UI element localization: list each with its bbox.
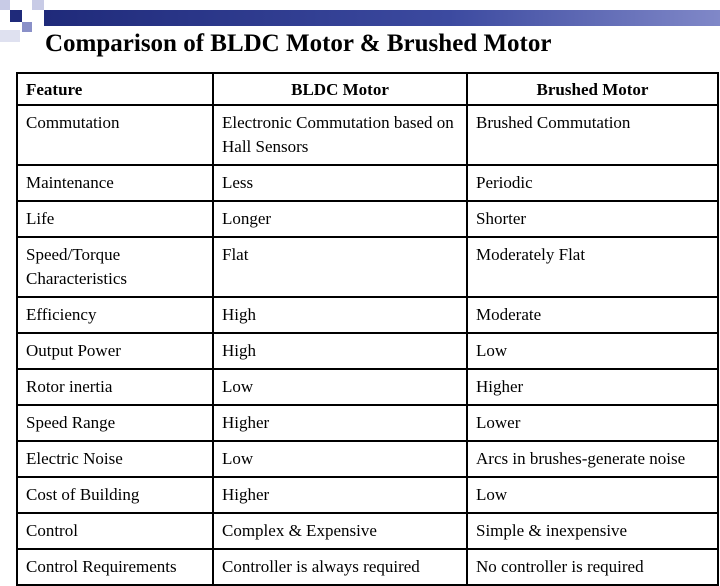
cell-brushed: Lower [467, 405, 718, 441]
decor-square [22, 22, 32, 32]
cell-bldc: Low [213, 441, 467, 477]
cell-brushed: Simple & inexpensive [467, 513, 718, 549]
cell-feature: Speed Range [17, 405, 213, 441]
cell-brushed: No controller is required [467, 549, 718, 585]
cell-feature: Speed/Torque Characteristics [17, 237, 213, 297]
table-row [17, 105, 718, 165]
cell-feature: Electric Noise [17, 441, 213, 477]
cell-bldc: Complex & Expensive [213, 513, 467, 549]
cell-brushed: Low [467, 333, 718, 369]
cell-feature: Cost of Building [17, 477, 213, 513]
table-row [17, 369, 718, 405]
header-bldc: BLDC Motor [213, 73, 467, 105]
comparison-table [16, 72, 719, 586]
header-feature: Feature [17, 73, 213, 105]
cell-bldc: Longer [213, 201, 467, 237]
table-row [17, 297, 718, 333]
table-row [17, 477, 718, 513]
cell-bldc: Less [213, 165, 467, 201]
cell-bldc: High [213, 333, 467, 369]
decor-square [0, 0, 10, 10]
page-title: Comparison of BLDC Motor & Brushed Motor [45, 30, 552, 57]
cell-brushed: Brushed Commutation [467, 105, 718, 165]
header-brushed: Brushed Motor [467, 73, 718, 105]
cell-brushed: Higher [467, 369, 718, 405]
cell-brushed: Moderately Flat [467, 237, 718, 297]
cell-brushed: Shorter [467, 201, 718, 237]
decor-square [32, 0, 44, 10]
table-row [17, 549, 718, 585]
table-row [17, 333, 718, 369]
table-row [17, 441, 718, 477]
cell-brushed: Periodic [467, 165, 718, 201]
cell-feature: Commutation [17, 105, 213, 165]
cell-bldc: Flat [213, 237, 467, 297]
cell-feature: Efficiency [17, 297, 213, 333]
cell-brushed: Moderate [467, 297, 718, 333]
table-row [17, 165, 718, 201]
cell-bldc: High [213, 297, 467, 333]
table-row [17, 201, 718, 237]
cell-bldc: Controller is always required [213, 549, 467, 585]
cell-bldc: Low [213, 369, 467, 405]
cell-bldc: Electronic Commutation based on Hall Sensors [213, 105, 467, 165]
table-row [17, 405, 718, 441]
cell-bldc: Higher [213, 405, 467, 441]
cell-feature: Control [17, 513, 213, 549]
decor-square [0, 30, 20, 42]
header-bar [44, 10, 720, 26]
cell-bldc: Higher [213, 477, 467, 513]
cell-feature: Maintenance [17, 165, 213, 201]
decor-square [10, 10, 22, 22]
cell-feature: Life [17, 201, 213, 237]
table-row [17, 513, 718, 549]
cell-feature: Control Requirements [17, 549, 213, 585]
table-header-row [17, 73, 718, 105]
cell-feature: Output Power [17, 333, 213, 369]
cell-brushed: Low [467, 477, 718, 513]
cell-brushed: Arcs in brushes-generate noise [467, 441, 718, 477]
cell-feature: Rotor inertia [17, 369, 213, 405]
table-row [17, 237, 718, 297]
